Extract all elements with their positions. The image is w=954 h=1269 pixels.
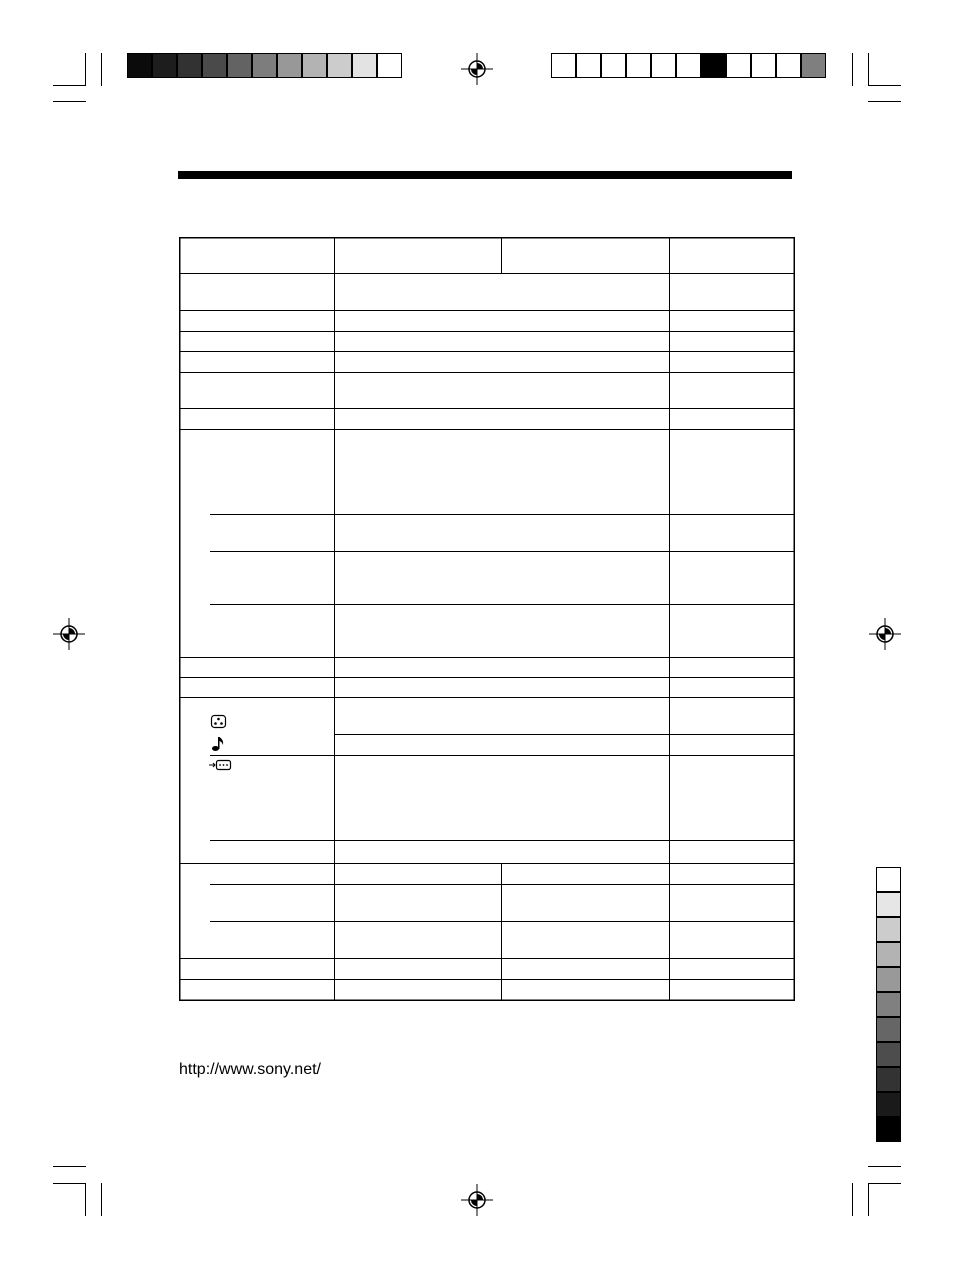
calibration-swatch	[227, 53, 252, 78]
calibration-swatch	[202, 53, 227, 78]
calibration-swatch	[352, 53, 377, 78]
spec-table	[179, 237, 795, 1001]
registration-mark-top	[461, 53, 493, 85]
calibration-swatch	[876, 1117, 901, 1142]
calibration-swatch	[626, 53, 651, 78]
component-video-icon	[212, 716, 226, 728]
calibration-swatch	[876, 1067, 901, 1092]
calibration-swatch	[551, 53, 576, 78]
registration-mark-left	[53, 618, 85, 650]
calibration-swatch	[876, 1092, 901, 1117]
calibration-swatch	[876, 892, 901, 917]
calibration-swatch	[751, 53, 776, 78]
calibration-bar-side	[876, 867, 901, 1143]
heading-rule	[178, 171, 792, 179]
calibration-swatch	[876, 917, 901, 942]
registration-mark-bottom	[461, 1184, 493, 1216]
calibration-swatch	[377, 53, 402, 78]
calibration-swatch	[876, 1017, 901, 1042]
calibration-swatch	[776, 53, 801, 78]
calibration-swatch	[726, 53, 751, 78]
calibration-swatch	[152, 53, 177, 78]
calibration-swatch	[876, 867, 901, 892]
calibration-swatch	[876, 992, 901, 1017]
calibration-swatch	[576, 53, 601, 78]
scart-connector-icon	[209, 761, 231, 770]
registration-mark-right	[869, 618, 901, 650]
calibration-swatch	[876, 942, 901, 967]
calibration-swatch	[601, 53, 626, 78]
calibration-swatch	[327, 53, 352, 78]
footer-url[interactable]: http://www.sony.net/	[179, 1061, 321, 1078]
calibration-bar-top-left	[127, 53, 403, 78]
calibration-swatch	[876, 1042, 901, 1067]
calibration-bar-top-right	[551, 53, 827, 78]
calibration-swatch	[876, 967, 901, 992]
calibration-swatch	[302, 53, 327, 78]
calibration-swatch	[127, 53, 152, 78]
calibration-swatch	[801, 53, 826, 78]
calibration-swatch	[701, 53, 726, 78]
calibration-swatch	[252, 53, 277, 78]
calibration-swatch	[651, 53, 676, 78]
audio-note-icon	[212, 737, 223, 751]
calibration-swatch	[277, 53, 302, 78]
calibration-swatch	[177, 53, 202, 78]
calibration-swatch	[676, 53, 701, 78]
